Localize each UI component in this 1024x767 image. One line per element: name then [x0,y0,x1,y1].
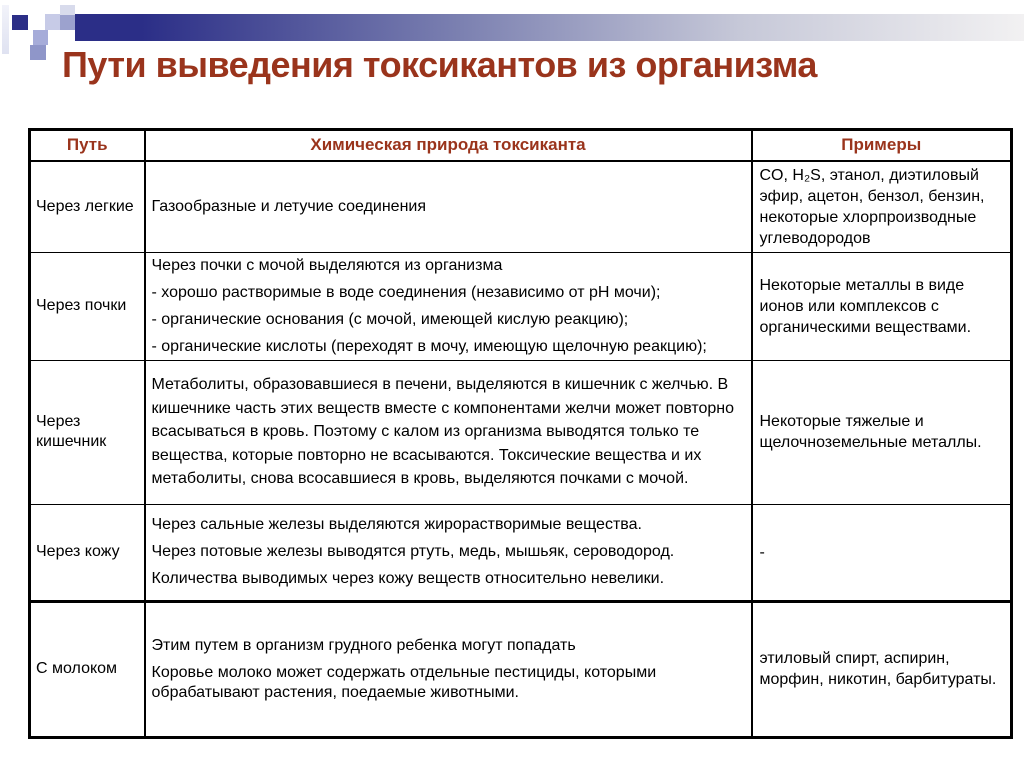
cell-examples-lungs: CO, H₂S, этанол, диэтиловый эфир, ацетон, бензол, бензин, некоторые хлорпроизводные углеводородов [752,161,1012,253]
cell-examples-intestine: Некоторые тяжелые и щелочноземельные металлы. [752,360,1012,504]
title-gradient-bar [75,14,1024,41]
decor-square-navy [12,15,28,30]
decor-square-pale [60,5,75,15]
table-header-row [30,130,1012,161]
decor-square-lavender-medium [33,30,48,45]
decor-square-blue-medium [60,15,76,30]
cell-path-kidneys: Через почки [30,252,145,360]
cell-nature-milk: Этим путем в организм грудного ребенка могут попадать Коровье молоко может содержать отдельные пестициды, которыми обрабатывают растения, поедаемые животными. [145,601,752,737]
column-header-examples: Примеры [752,130,1012,161]
slide-title: Пути выведения токсикантов из организма [62,44,817,85]
cell-path-milk: С молоком [30,601,145,737]
cell-examples-skin: - [752,504,1012,601]
table-row-intestine [30,360,1012,504]
cell-path-skin: Через кожу [30,504,145,601]
table-container [28,128,1010,739]
toxicant-elimination-table [28,128,1013,739]
cell-nature-intestine: Метаболиты, образовавшиеся в печени, выделяются в кишечник с желчью. В кишечнике часть этих веществ вместе с компонентами желчи может повторно всасываться в кровь. Поэтому с калом из организма выводятся только те вещества, которые повторно не всасываются. Токсические вещества и их метаболиты, снова всосавшиеся в кровь, выделяются почками с мочой. [145,360,752,504]
cell-examples-kidneys: Некоторые металлы в виде ионов или комплексов с органическими веществами. [752,252,1012,360]
table-row-milk [30,601,1012,737]
cell-nature-lungs: Газообразные и летучие соединения [145,161,752,253]
column-header-path: Путь [30,130,145,161]
cell-nature-kidneys: Через почки с мочой выделяются из организма - хорошо растворимые в воде соединения (независимо от pH мочи); - органические основания (с мочой, имеющей кислую реакцию); - органические кислоты (переходят в мочу, имеющую щелочную реакцию); [145,252,752,360]
table-row-skin [30,504,1012,601]
decor-pale-strip [2,5,9,54]
cell-path-intestine: Через кишечник [30,360,145,504]
cell-nature-skin: Через сальные железы выделяются жирорастворимые вещества. Через потовые железы выводятся ртуть, медь, мышьяк, сероводород. Количества выводимых через кожу веществ относительно невелики. [145,504,752,601]
column-header-nature: Химическая природа токсиканта [145,130,752,161]
decor-square-blue-lower [30,45,46,60]
decor-square-lavender-light [45,14,60,30]
table-row-kidneys [30,252,1012,360]
table-row-lungs [30,161,1012,253]
cell-path-lungs: Через легкие [30,161,145,253]
cell-examples-milk: этиловый спирт, аспирин, морфин, никотин, барбитураты. [752,601,1012,737]
